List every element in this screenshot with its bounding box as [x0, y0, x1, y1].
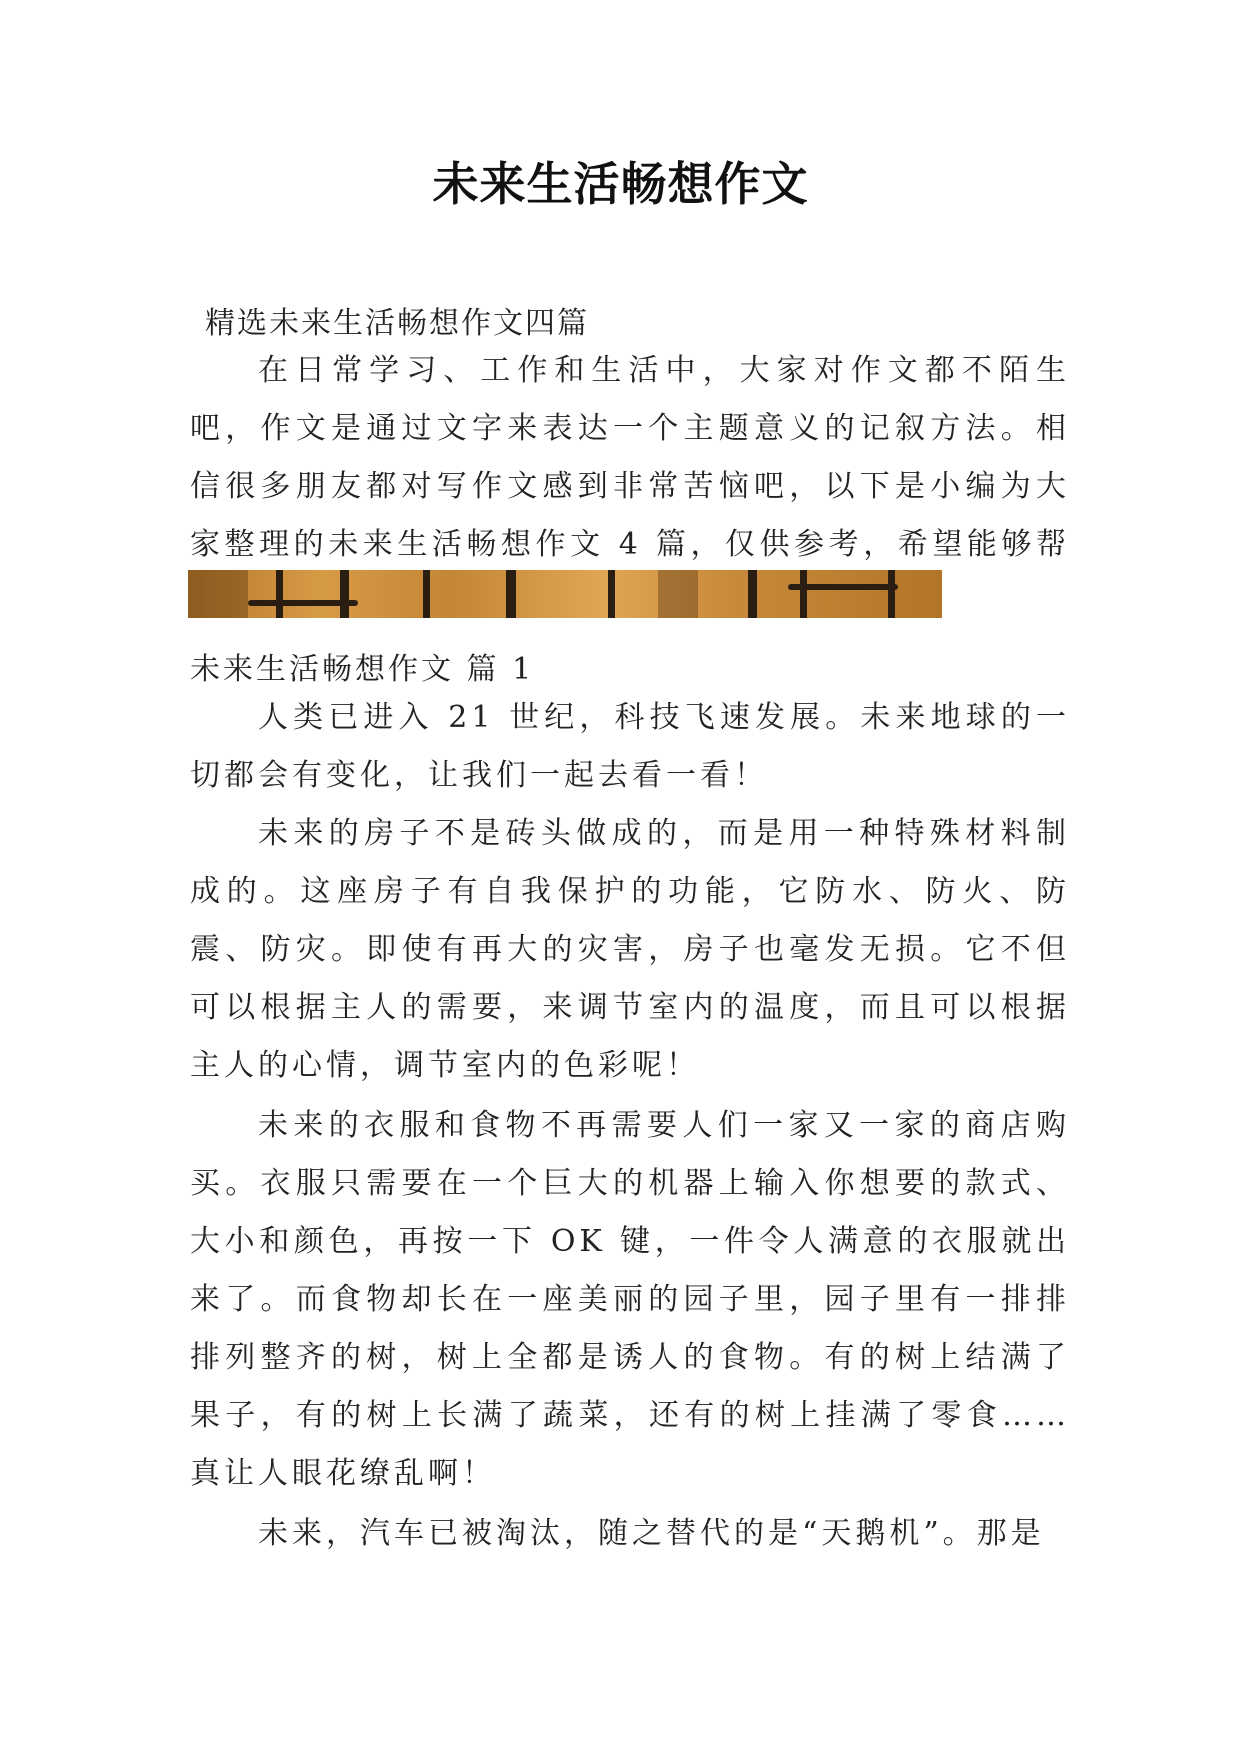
body-paragraph: 人类已进入 21 世纪，科技飞速发展。未来地球的一切都会有变化，让我们一起去看一看！ [190, 700, 1070, 793]
chair-rail [788, 584, 898, 590]
body-paragraph: 未来的房子不是砖头做成的，而是用一种特殊材料制成的。这座房子有自我保护的功能，它防水、防火、防震、防灾。即使有再大的灾害，房子也毫发无损。它不但可以根据主人的需要，来调节室内的温度，而且可以根据主人的心情，调节室内的色彩呢！ [190, 816, 1070, 1083]
chair-rail [248, 600, 358, 606]
body-paragraph: 未来，汽车已被淘汰，随之替代的是“天鹅机”。那是 [258, 1516, 1045, 1551]
chair-leg [608, 570, 615, 618]
section-heading: 未来生活畅想作文 篇 1 [190, 652, 535, 687]
chair-leg [506, 570, 516, 618]
photo-strip [188, 570, 942, 618]
chair-leg [888, 570, 895, 618]
chair-leg [276, 570, 283, 618]
document-subtitle: 精选未来生活畅想作文四篇 [205, 306, 589, 341]
document-title: 未来生活畅想作文 [432, 157, 809, 211]
intro-paragraph: 在日常学习、工作和生活中，大家对作文都不陌生吧，作文是通过文字来表达一个主题意义的记叙方法。相信很多朋友都对写作文感到非常苦恼吧，以下是小编为大家整理的未来生活畅想作文 4 篇，仅供参考，希望能够帮 [190, 353, 1070, 562]
photo-shadow [658, 570, 698, 618]
body-paragraph: 未来的衣服和食物不再需要人们一家又一家的商店购买。衣服只需要在一个巨大的机器上输入你想要的款式、大小和颜色，再按一下 OK 键，一件令人满意的衣服就出来了。而食物却长在一座美丽的园子里，园子里有一排排排列整齐的树，树上全都是诱人的食物。有的树上结满了果子，有的树上长满了蔬菜，还有的树上挂满了零食……真让人眼花缭乱啊！ [190, 1108, 1070, 1491]
photo-shadow [188, 570, 248, 618]
chair-leg [800, 570, 807, 618]
chair-leg [423, 570, 430, 618]
chair-leg [748, 570, 757, 618]
chair-leg [340, 570, 349, 618]
